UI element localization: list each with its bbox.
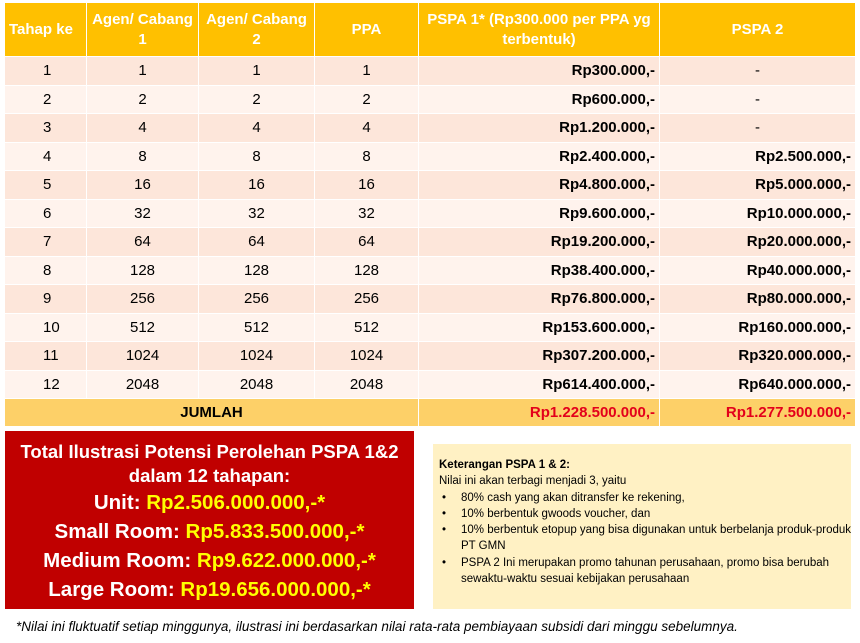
promo-value: Rp19.656.000.000,-* xyxy=(180,578,371,601)
table-row xyxy=(5,57,856,86)
table-row xyxy=(5,342,856,371)
cell-agen-2: 4 xyxy=(199,114,315,143)
promo-line xyxy=(5,575,414,604)
cell-ppa: 1 xyxy=(315,57,419,86)
table-row xyxy=(5,199,856,228)
note-title: Keterangan PSPA 1 & 2: xyxy=(439,459,571,471)
cell-agen-2: 1024 xyxy=(199,342,315,371)
table-row xyxy=(5,256,856,285)
cell-ppa: 2 xyxy=(315,85,419,114)
cell-pspa-1: Rp19.200.000,- xyxy=(419,228,660,257)
cell-pspa-1: Rp600.000,- xyxy=(419,85,660,114)
cell-agen-1: 64 xyxy=(87,228,199,257)
cell-tahap: 12 xyxy=(5,370,87,399)
cell-pspa-1: Rp300.000,- xyxy=(419,57,660,86)
cell-agen-2: 16 xyxy=(199,171,315,200)
promo-summary-box xyxy=(5,431,414,609)
cell-agen-2: 2048 xyxy=(199,370,315,399)
note-bullet: • 10% berbentuk etopup yang bisa digunakan untuk berbelanja produk-produk PT GMN xyxy=(439,522,851,555)
cell-pspa-2: Rp320.000.000,- xyxy=(660,342,856,371)
header-pspa-2: PSPA 2 xyxy=(660,3,856,57)
cell-pspa-2: Rp5.000.000,- xyxy=(660,171,856,200)
cell-agen-2: 1 xyxy=(199,57,315,86)
promo-label: Medium Room: xyxy=(43,549,197,572)
footnote: *Nilai ini fluktuatif setiap minggunya, ilustrasi ini berdasarkan nilai rata-rata pembiayaan subsidi dari minggu sebelumnya. xyxy=(16,619,738,634)
cell-agen-1: 2 xyxy=(87,85,199,114)
header-pspa-1: PSPA 1* (Rp300.000 per PPA yg terbentuk) xyxy=(419,3,660,57)
table-header-row xyxy=(5,3,856,57)
promo-value: Rp5.833.500.000,-* xyxy=(185,520,365,543)
cell-pspa-2: - xyxy=(660,85,856,114)
cell-ppa: 4 xyxy=(315,114,419,143)
cell-tahap: 1 xyxy=(5,57,87,86)
cell-ppa: 16 xyxy=(315,171,419,200)
cell-pspa-1: Rp1.200.000,- xyxy=(419,114,660,143)
promo-label: Small Room: xyxy=(54,520,186,543)
cell-tahap: 5 xyxy=(5,171,87,200)
cell-pspa-1: Rp9.600.000,- xyxy=(419,199,660,228)
cell-ppa: 2048 xyxy=(315,370,419,399)
cell-tahap: 9 xyxy=(5,285,87,314)
cell-tahap: 4 xyxy=(5,142,87,171)
cell-agen-2: 128 xyxy=(199,256,315,285)
cell-pspa-2: Rp2.500.000,- xyxy=(660,142,856,171)
cell-pspa-2: - xyxy=(660,57,856,86)
cell-ppa: 128 xyxy=(315,256,419,285)
cell-tahap: 8 xyxy=(5,256,87,285)
total-pspa-2: Rp1.277.500.000,- xyxy=(660,399,856,427)
note-bullet: • 10% berbentuk gwoods voucher, dan xyxy=(439,506,851,522)
cell-ppa: 1024 xyxy=(315,342,419,371)
table-row xyxy=(5,228,856,257)
cell-pspa-1: Rp4.800.000,- xyxy=(419,171,660,200)
table-row xyxy=(5,285,856,314)
total-row xyxy=(5,399,856,427)
cell-agen-1: 8 xyxy=(87,142,199,171)
cell-agen-1: 128 xyxy=(87,256,199,285)
cell-pspa-2: - xyxy=(660,114,856,143)
cell-agen-2: 512 xyxy=(199,313,315,342)
cell-ppa: 8 xyxy=(315,142,419,171)
table-row xyxy=(5,85,856,114)
cell-tahap: 2 xyxy=(5,85,87,114)
cell-tahap: 3 xyxy=(5,114,87,143)
cell-agen-2: 64 xyxy=(199,228,315,257)
table-row xyxy=(5,171,856,200)
table-row xyxy=(5,114,856,143)
promo-label: Large Room: xyxy=(48,578,181,601)
pspa-table xyxy=(4,2,856,427)
note-bullet: • 80% cash yang akan ditransfer ke rekening, xyxy=(439,490,851,506)
table-row xyxy=(5,313,856,342)
promo-title: Total Ilustrasi Potensi Perolehan PSPA 1&2 xyxy=(20,441,399,462)
cell-ppa: 512 xyxy=(315,313,419,342)
cell-agen-1: 2048 xyxy=(87,370,199,399)
header-ppa: PPA xyxy=(315,3,419,57)
cell-pspa-1: Rp307.200.000,- xyxy=(419,342,660,371)
table-row xyxy=(5,370,856,399)
total-label: JUMLAH xyxy=(5,399,419,427)
cell-agen-1: 16 xyxy=(87,171,199,200)
cell-agen-1: 1 xyxy=(87,57,199,86)
total-pspa-1: Rp1.228.500.000,- xyxy=(419,399,660,427)
cell-agen-2: 8 xyxy=(199,142,315,171)
cell-pspa-2: Rp10.000.000,- xyxy=(660,199,856,228)
keterangan-box xyxy=(433,444,851,609)
promo-line xyxy=(5,517,414,546)
cell-pspa-2: Rp640.000.000,- xyxy=(660,370,856,399)
promo-line xyxy=(5,488,414,517)
cell-tahap: 7 xyxy=(5,228,87,257)
cell-agen-1: 32 xyxy=(87,199,199,228)
cell-tahap: 11 xyxy=(5,342,87,371)
cell-pspa-2: Rp160.000.000,- xyxy=(660,313,856,342)
promo-value: Rp9.622.000.000,-* xyxy=(196,549,376,572)
promo-subtitle: dalam 12 tahapan: xyxy=(128,465,291,486)
cell-agen-2: 32 xyxy=(199,199,315,228)
note-list xyxy=(439,490,851,588)
cell-tahap: 10 xyxy=(5,313,87,342)
cell-pspa-2: Rp40.000.000,- xyxy=(660,256,856,285)
cell-pspa-1: Rp614.400.000,- xyxy=(419,370,660,399)
cell-tahap: 6 xyxy=(5,199,87,228)
cell-pspa-1: Rp153.600.000,- xyxy=(419,313,660,342)
header-agen-2: Agen/ Cabang 2 xyxy=(199,3,315,57)
cell-agen-1: 4 xyxy=(87,114,199,143)
cell-ppa: 256 xyxy=(315,285,419,314)
note-bullet: • PSPA 2 Ini merupakan promo tahunan perusahaan, promo bisa berubah sewaktu-waktu sesuai kebijakan perusahaan xyxy=(439,555,851,588)
cell-agen-2: 2 xyxy=(199,85,315,114)
header-agen-1: Agen/ Cabang 1 xyxy=(87,3,199,57)
cell-agen-1: 256 xyxy=(87,285,199,314)
cell-pspa-1: Rp76.800.000,- xyxy=(419,285,660,314)
cell-pspa-1: Rp38.400.000,- xyxy=(419,256,660,285)
table-row xyxy=(5,142,856,171)
promo-label: Unit: xyxy=(93,491,147,514)
note-intro: Nilai ini akan terbagi menjadi 3, yaitu xyxy=(439,475,627,488)
cell-ppa: 64 xyxy=(315,228,419,257)
header-tahap: Tahap ke xyxy=(5,3,87,57)
cell-agen-2: 256 xyxy=(199,285,315,314)
cell-agen-1: 512 xyxy=(87,313,199,342)
promo-value: Rp2.506.000.000,-* xyxy=(146,491,326,514)
cell-ppa: 32 xyxy=(315,199,419,228)
cell-pspa-1: Rp2.400.000,- xyxy=(419,142,660,171)
promo-line xyxy=(5,546,414,575)
cell-pspa-2: Rp20.000.000,- xyxy=(660,228,856,257)
cell-pspa-2: Rp80.000.000,- xyxy=(660,285,856,314)
cell-agen-1: 1024 xyxy=(87,342,199,371)
